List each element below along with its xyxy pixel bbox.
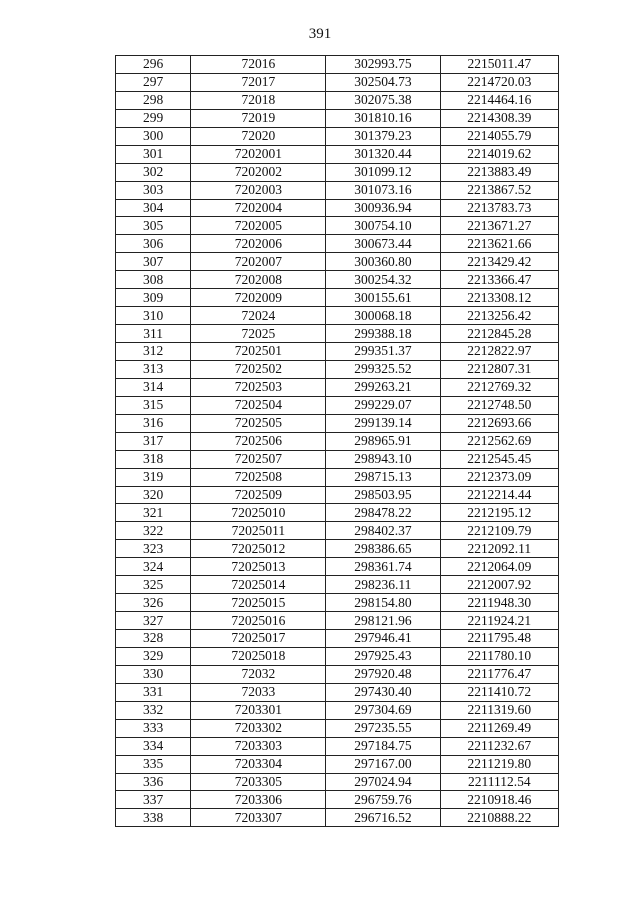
y-coordinate-cell: 2211795.48 [440,630,558,648]
point-id-cell: 72025016 [191,612,326,630]
point-id-cell: 72032 [191,665,326,683]
x-coordinate-cell: 299388.18 [326,325,440,343]
x-coordinate-cell: 297304.69 [326,701,440,719]
table-row [116,271,559,289]
point-id-cell: 7202503 [191,378,326,396]
y-coordinate-cell: 2213429.42 [440,253,558,271]
row-number-cell: 336 [116,773,191,791]
x-coordinate-cell: 296716.52 [326,809,440,827]
y-coordinate-cell: 2211776.47 [440,665,558,683]
point-id-cell: 7202001 [191,145,326,163]
y-coordinate-cell: 2212109.79 [440,522,558,540]
table-row [116,630,559,648]
row-number-cell: 312 [116,343,191,361]
table-row [116,486,559,504]
point-id-cell: 7202009 [191,289,326,307]
y-coordinate-cell: 2213671.27 [440,217,558,235]
point-id-cell: 7202506 [191,432,326,450]
row-number-cell: 318 [116,450,191,468]
point-id-cell: 7202007 [191,253,326,271]
table-row [116,594,559,612]
x-coordinate-cell: 298386.65 [326,540,440,558]
point-id-cell: 7202006 [191,235,326,253]
y-coordinate-cell: 2212214.44 [440,486,558,504]
y-coordinate-cell: 2210918.46 [440,791,558,809]
y-coordinate-cell: 2213867.52 [440,181,558,199]
row-number-cell: 296 [116,56,191,74]
point-id-cell: 72025 [191,325,326,343]
x-coordinate-cell: 300068.18 [326,307,440,325]
y-coordinate-cell: 2213366.47 [440,271,558,289]
table-row [116,665,559,683]
table-row [116,791,559,809]
point-id-cell: 72025017 [191,630,326,648]
x-coordinate-cell: 300155.61 [326,289,440,307]
y-coordinate-cell: 2211924.21 [440,612,558,630]
x-coordinate-cell: 302993.75 [326,56,440,74]
table-row [116,558,559,576]
point-id-cell: 7202505 [191,414,326,432]
row-number-cell: 305 [116,217,191,235]
y-coordinate-cell: 2212064.09 [440,558,558,576]
y-coordinate-cell: 2211319.60 [440,701,558,719]
row-number-cell: 335 [116,755,191,773]
row-number-cell: 315 [116,396,191,414]
row-number-cell: 308 [116,271,191,289]
row-number-cell: 310 [116,307,191,325]
row-number-cell: 313 [116,360,191,378]
x-coordinate-cell: 301379.23 [326,127,440,145]
row-number-cell: 307 [116,253,191,271]
x-coordinate-cell: 298715.13 [326,468,440,486]
row-number-cell: 309 [116,289,191,307]
table-row [116,522,559,540]
x-coordinate-cell: 298402.37 [326,522,440,540]
table-row [116,235,559,253]
point-id-cell: 7203301 [191,701,326,719]
y-coordinate-cell: 2213783.73 [440,199,558,217]
x-coordinate-cell: 297946.41 [326,630,440,648]
x-coordinate-cell: 297184.75 [326,737,440,755]
point-id-cell: 7203307 [191,809,326,827]
y-coordinate-cell: 2212845.28 [440,325,558,343]
x-coordinate-cell: 296759.76 [326,791,440,809]
row-number-cell: 323 [116,540,191,558]
row-number-cell: 325 [116,576,191,594]
y-coordinate-cell: 2212195.12 [440,504,558,522]
x-coordinate-cell: 299139.14 [326,414,440,432]
row-number-cell: 317 [116,432,191,450]
row-number-cell: 331 [116,683,191,701]
y-coordinate-cell: 2211269.49 [440,719,558,737]
row-number-cell: 298 [116,91,191,109]
table-row [116,701,559,719]
row-number-cell: 297 [116,73,191,91]
point-id-cell: 72019 [191,109,326,127]
table-row [116,127,559,145]
point-id-cell: 72020 [191,127,326,145]
table-row [116,612,559,630]
y-coordinate-cell: 2212092.11 [440,540,558,558]
y-coordinate-cell: 2212007.92 [440,576,558,594]
point-id-cell: 72025010 [191,504,326,522]
row-number-cell: 319 [116,468,191,486]
point-id-cell: 72018 [191,91,326,109]
y-coordinate-cell: 2211112.54 [440,773,558,791]
table-row [116,181,559,199]
row-number-cell: 320 [116,486,191,504]
y-coordinate-cell: 2212562.69 [440,432,558,450]
x-coordinate-cell: 297430.40 [326,683,440,701]
point-id-cell: 72025012 [191,540,326,558]
table-row [116,145,559,163]
row-number-cell: 322 [116,522,191,540]
point-id-cell: 7202008 [191,271,326,289]
x-coordinate-cell: 297167.00 [326,755,440,773]
page-number: 391 [308,26,332,42]
table-row [116,378,559,396]
table-row [116,343,559,361]
y-coordinate-cell: 2210888.22 [440,809,558,827]
x-coordinate-cell: 299351.37 [326,343,440,361]
row-number-cell: 311 [116,325,191,343]
x-coordinate-cell: 298478.22 [326,504,440,522]
table-row [116,253,559,271]
table-row [116,809,559,827]
y-coordinate-cell: 2212373.09 [440,468,558,486]
row-number-cell: 332 [116,701,191,719]
y-coordinate-cell: 2214720.03 [440,73,558,91]
row-number-cell: 337 [116,791,191,809]
table-row [116,307,559,325]
point-id-cell: 7202509 [191,486,326,504]
row-number-cell: 338 [116,809,191,827]
row-number-cell: 314 [116,378,191,396]
table-row [116,109,559,127]
x-coordinate-cell: 298236.11 [326,576,440,594]
y-coordinate-cell: 2211780.10 [440,647,558,665]
point-id-cell: 7202508 [191,468,326,486]
x-coordinate-cell: 300673.44 [326,235,440,253]
point-id-cell: 72025018 [191,647,326,665]
x-coordinate-cell: 300254.32 [326,271,440,289]
y-coordinate-cell: 2213308.12 [440,289,558,307]
table-row [116,468,559,486]
row-number-cell: 329 [116,647,191,665]
x-coordinate-cell: 301810.16 [326,109,440,127]
y-coordinate-cell: 2213621.66 [440,235,558,253]
y-coordinate-cell: 2211219.80 [440,755,558,773]
x-coordinate-cell: 298121.96 [326,612,440,630]
table-row [116,576,559,594]
y-coordinate-cell: 2213883.49 [440,163,558,181]
x-coordinate-cell: 299263.21 [326,378,440,396]
x-coordinate-cell: 302504.73 [326,73,440,91]
point-id-cell: 7202005 [191,217,326,235]
table-row [116,414,559,432]
x-coordinate-cell: 298943.10 [326,450,440,468]
y-coordinate-cell: 2212807.31 [440,360,558,378]
point-id-cell: 72025013 [191,558,326,576]
row-number-cell: 334 [116,737,191,755]
table-row [116,396,559,414]
row-number-cell: 299 [116,109,191,127]
table-row [116,217,559,235]
row-number-cell: 330 [116,665,191,683]
table-row [116,163,559,181]
table-row [116,504,559,522]
point-id-cell: 7202504 [191,396,326,414]
point-id-cell: 7203306 [191,791,326,809]
table-row [116,737,559,755]
y-coordinate-cell: 2212693.66 [440,414,558,432]
table-row [116,719,559,737]
x-coordinate-cell: 301073.16 [326,181,440,199]
row-number-cell: 321 [116,504,191,522]
point-id-cell: 72025015 [191,594,326,612]
coordinates-table [115,55,559,827]
x-coordinate-cell: 301320.44 [326,145,440,163]
table-row [116,91,559,109]
row-number-cell: 316 [116,414,191,432]
row-number-cell: 328 [116,630,191,648]
y-coordinate-cell: 2214019.62 [440,145,558,163]
x-coordinate-cell: 298503.95 [326,486,440,504]
y-coordinate-cell: 2211410.72 [440,683,558,701]
row-number-cell: 304 [116,199,191,217]
point-id-cell: 7202507 [191,450,326,468]
coordinates-table-body [116,56,559,827]
x-coordinate-cell: 300360.80 [326,253,440,271]
row-number-cell: 324 [116,558,191,576]
point-id-cell: 7202502 [191,360,326,378]
x-coordinate-cell: 298965.91 [326,432,440,450]
x-coordinate-cell: 297925.43 [326,647,440,665]
table-row [116,647,559,665]
table-row [116,540,559,558]
row-number-cell: 326 [116,594,191,612]
point-id-cell: 72016 [191,56,326,74]
table-row [116,360,559,378]
point-id-cell: 7202003 [191,181,326,199]
point-id-cell: 72024 [191,307,326,325]
row-number-cell: 333 [116,719,191,737]
point-id-cell: 7203302 [191,719,326,737]
y-coordinate-cell: 2211948.30 [440,594,558,612]
y-coordinate-cell: 2214055.79 [440,127,558,145]
table-row [116,289,559,307]
x-coordinate-cell: 298154.80 [326,594,440,612]
table-row [116,755,559,773]
row-number-cell: 300 [116,127,191,145]
y-coordinate-cell: 2212748.50 [440,396,558,414]
y-coordinate-cell: 2212545.45 [440,450,558,468]
x-coordinate-cell: 297235.55 [326,719,440,737]
table-row [116,450,559,468]
x-coordinate-cell: 302075.38 [326,91,440,109]
row-number-cell: 327 [116,612,191,630]
y-coordinate-cell: 2212769.32 [440,378,558,396]
point-id-cell: 7202004 [191,199,326,217]
table-row [116,199,559,217]
table-row [116,773,559,791]
point-id-cell: 7202501 [191,343,326,361]
row-number-cell: 306 [116,235,191,253]
point-id-cell: 72017 [191,73,326,91]
x-coordinate-cell: 300754.10 [326,217,440,235]
point-id-cell: 72025011 [191,522,326,540]
point-id-cell: 7203303 [191,737,326,755]
table-row [116,683,559,701]
row-number-cell: 302 [116,163,191,181]
point-id-cell: 7203305 [191,773,326,791]
x-coordinate-cell: 300936.94 [326,199,440,217]
x-coordinate-cell: 297920.48 [326,665,440,683]
table-row [116,56,559,74]
y-coordinate-cell: 2214308.39 [440,109,558,127]
x-coordinate-cell: 298361.74 [326,558,440,576]
y-coordinate-cell: 2212822.97 [440,343,558,361]
y-coordinate-cell: 2211232.67 [440,737,558,755]
x-coordinate-cell: 297024.94 [326,773,440,791]
table-row [116,325,559,343]
x-coordinate-cell: 301099.12 [326,163,440,181]
y-coordinate-cell: 2213256.42 [440,307,558,325]
y-coordinate-cell: 2214464.16 [440,91,558,109]
point-id-cell: 72033 [191,683,326,701]
point-id-cell: 7203304 [191,755,326,773]
x-coordinate-cell: 299325.52 [326,360,440,378]
y-coordinate-cell: 2215011.47 [440,56,558,74]
row-number-cell: 303 [116,181,191,199]
point-id-cell: 7202002 [191,163,326,181]
table-row [116,432,559,450]
x-coordinate-cell: 299229.07 [326,396,440,414]
row-number-cell: 301 [116,145,191,163]
point-id-cell: 72025014 [191,576,326,594]
table-row [116,73,559,91]
